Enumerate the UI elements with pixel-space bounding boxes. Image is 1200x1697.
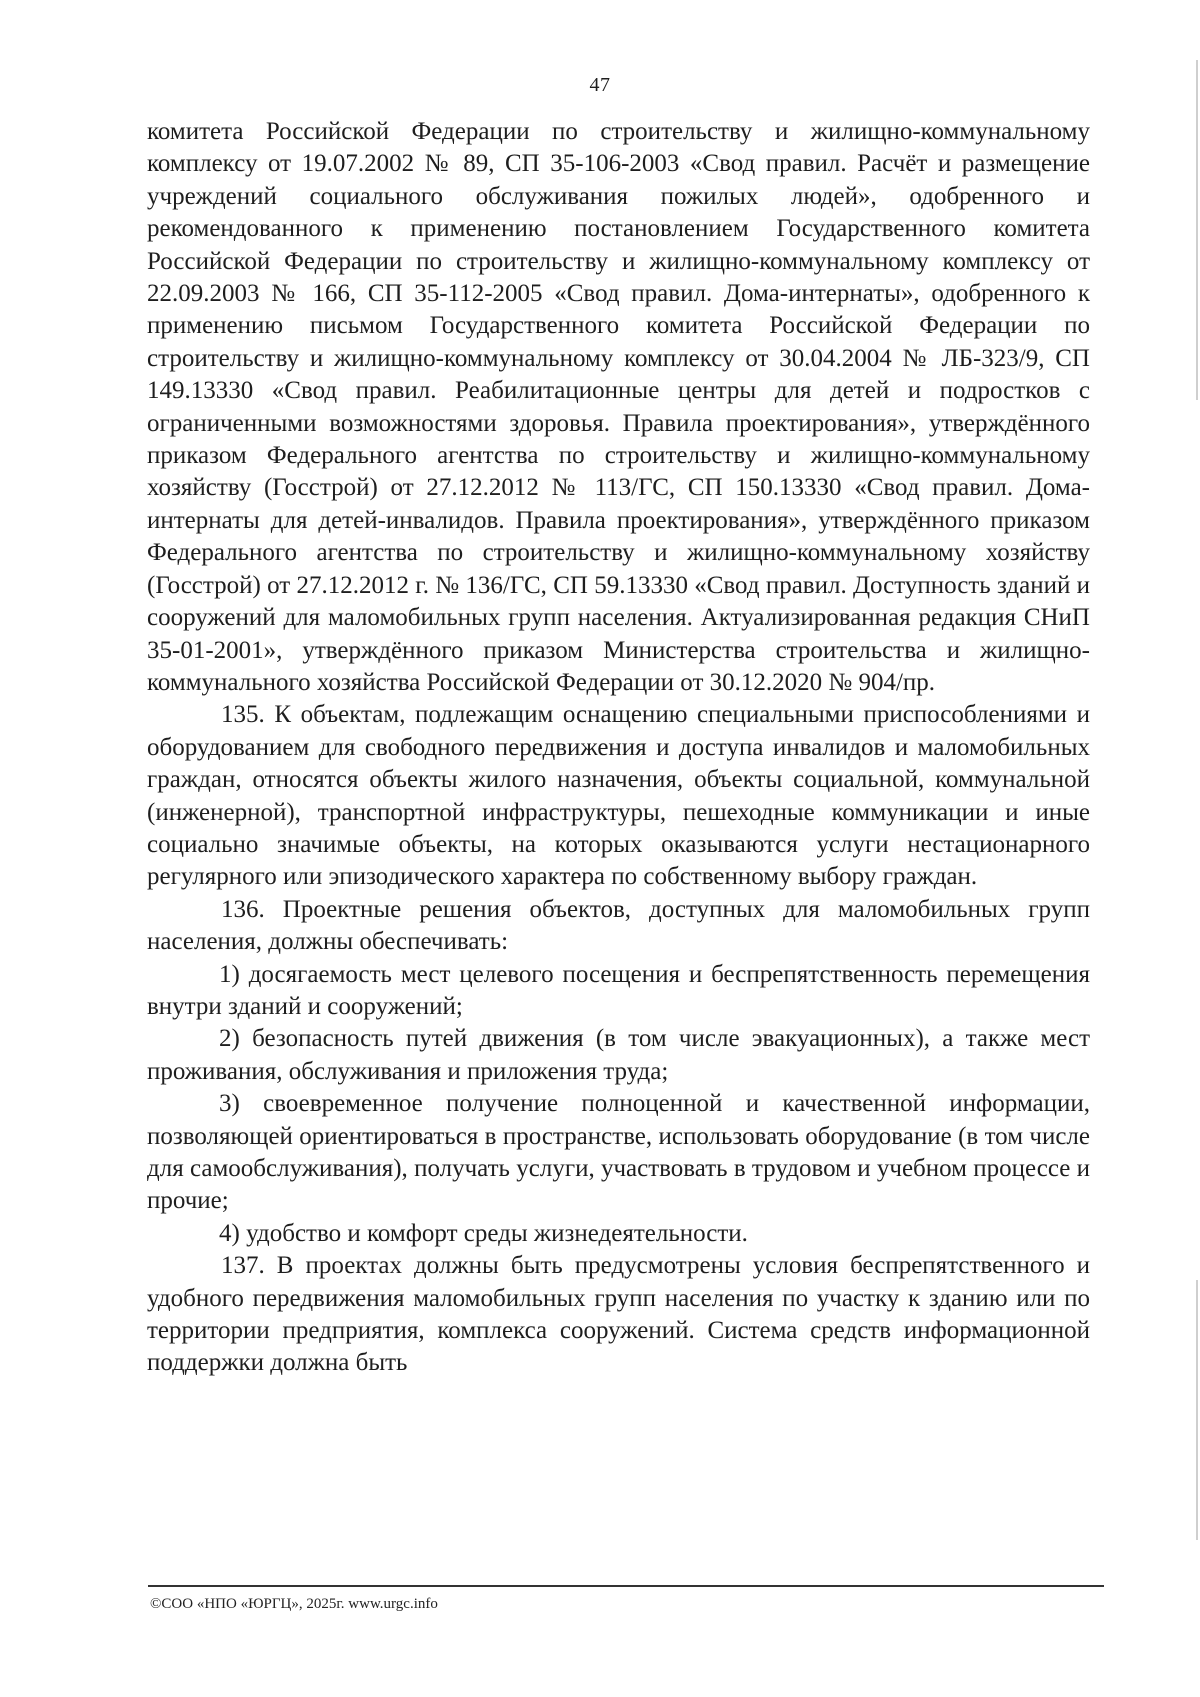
document-body — [147, 116, 1090, 1380]
list-item-4: 4) удобство и комфорт среды жизнедеятельности. — [219, 1219, 748, 1247]
paragraph-136: 136. Проектные решения объектов, доступных для маломобильных групп населения, должны обеспечивать: — [147, 895, 1090, 956]
list-item-2: 2) безопасность путей движения (в том числе эвакуационных), а также мест проживания, обслуживания и приложения труда; — [147, 1025, 1090, 1085]
footer-divider — [148, 1585, 1104, 1587]
scan-edge-mark — [1196, 60, 1198, 400]
paragraph-135: 135. К объектам, подлежащим оснащению специальными приспособлениями и оборудованием для свободного передвижения и доступа инвалидов и маломобильных граждан, относятся объекты жилого назначения, объекты социальной, коммунальной (инженерной), транспортной инфраструктуры, пешеходные коммуникации и иные социально значимые объекты, на которых оказываются услуги нестационарного регулярного или эпизодического характера по собственному выбору граждан. — [147, 701, 1090, 891]
paragraph-continued: комитета Российской Федерации по строительству и жилищно-коммунальному комплексу от 19.07.2002 № 89, СП 35-106-2003 «Свод правил. Расчёт и размещение учреждений социального обслуживания пожилых людей», одобренного и рекомендованного к применению постановлением Государственного комитета Российской Федерации по строительству и жилищно-коммунальному комплексу от 22.09.2003 № 166, СП 35-112-2005 «Свод правил. Дома-интернаты», одобренного к применению письмом Государственного комитета Российской Федерации по строительству и жилищно-коммунальному комплексу от 30.04.2004 № ЛБ-323/9, СП 149.13330 «Свод правил. Реабилитационные центры для детей и подростков с ограниченными возможностями здоровья. Правила проектирования», утверждённого приказом Федерального агентства по строительству и жилищно-коммунальному хозяйству (Госстрой) от 27.12.2012 № 113/ГС, СП 150.13330 «Свод правил. Дома-интернаты для детей-инвалидов. Правила проектирования», утверждённого приказом Федерального агентства по строительству и жилищно-коммунальному хозяйству (Госстрой) от 27.12.2012 г. № 136/ГС, СП 59.13330 «Свод правил. Доступность зданий и сооружений для маломобильных групп населения. Актуализированная редакция СНиП 35-01-2001», утверждённого приказом Министерства строительства и жилищно-коммунального хозяйства Российской Федерации от 30.12.2020 № 904/пр. — [147, 118, 1090, 696]
paragraph-137: 137. В проектах должны быть предусмотрены условия беспрепятственного и удобного передвижения маломобильных групп населения по участку к зданию или по территории предприятия, комплекса сооружений. Система средств информационной поддержки должна быть — [147, 1252, 1090, 1377]
scan-edge-mark — [1196, 1280, 1198, 1540]
list-item-1: 1) досягаемость мест целевого посещения и беспрепятственность перемещения внутри зданий и сооружений; — [147, 960, 1090, 1020]
page-number: 47 — [589, 74, 611, 96]
footer-copyright: ©СОО «НПО «ЮРГЦ», 2025г. www.urgc.info — [150, 1596, 438, 1612]
list-item-3: 3) своевременное получение полноценной и качественной информации, позволяющей ориентироваться в пространстве, использовать оборудование (в том числе для самообслуживания), получать услуги, участвовать в трудовом и учебном процессе и прочие; — [147, 1090, 1090, 1215]
